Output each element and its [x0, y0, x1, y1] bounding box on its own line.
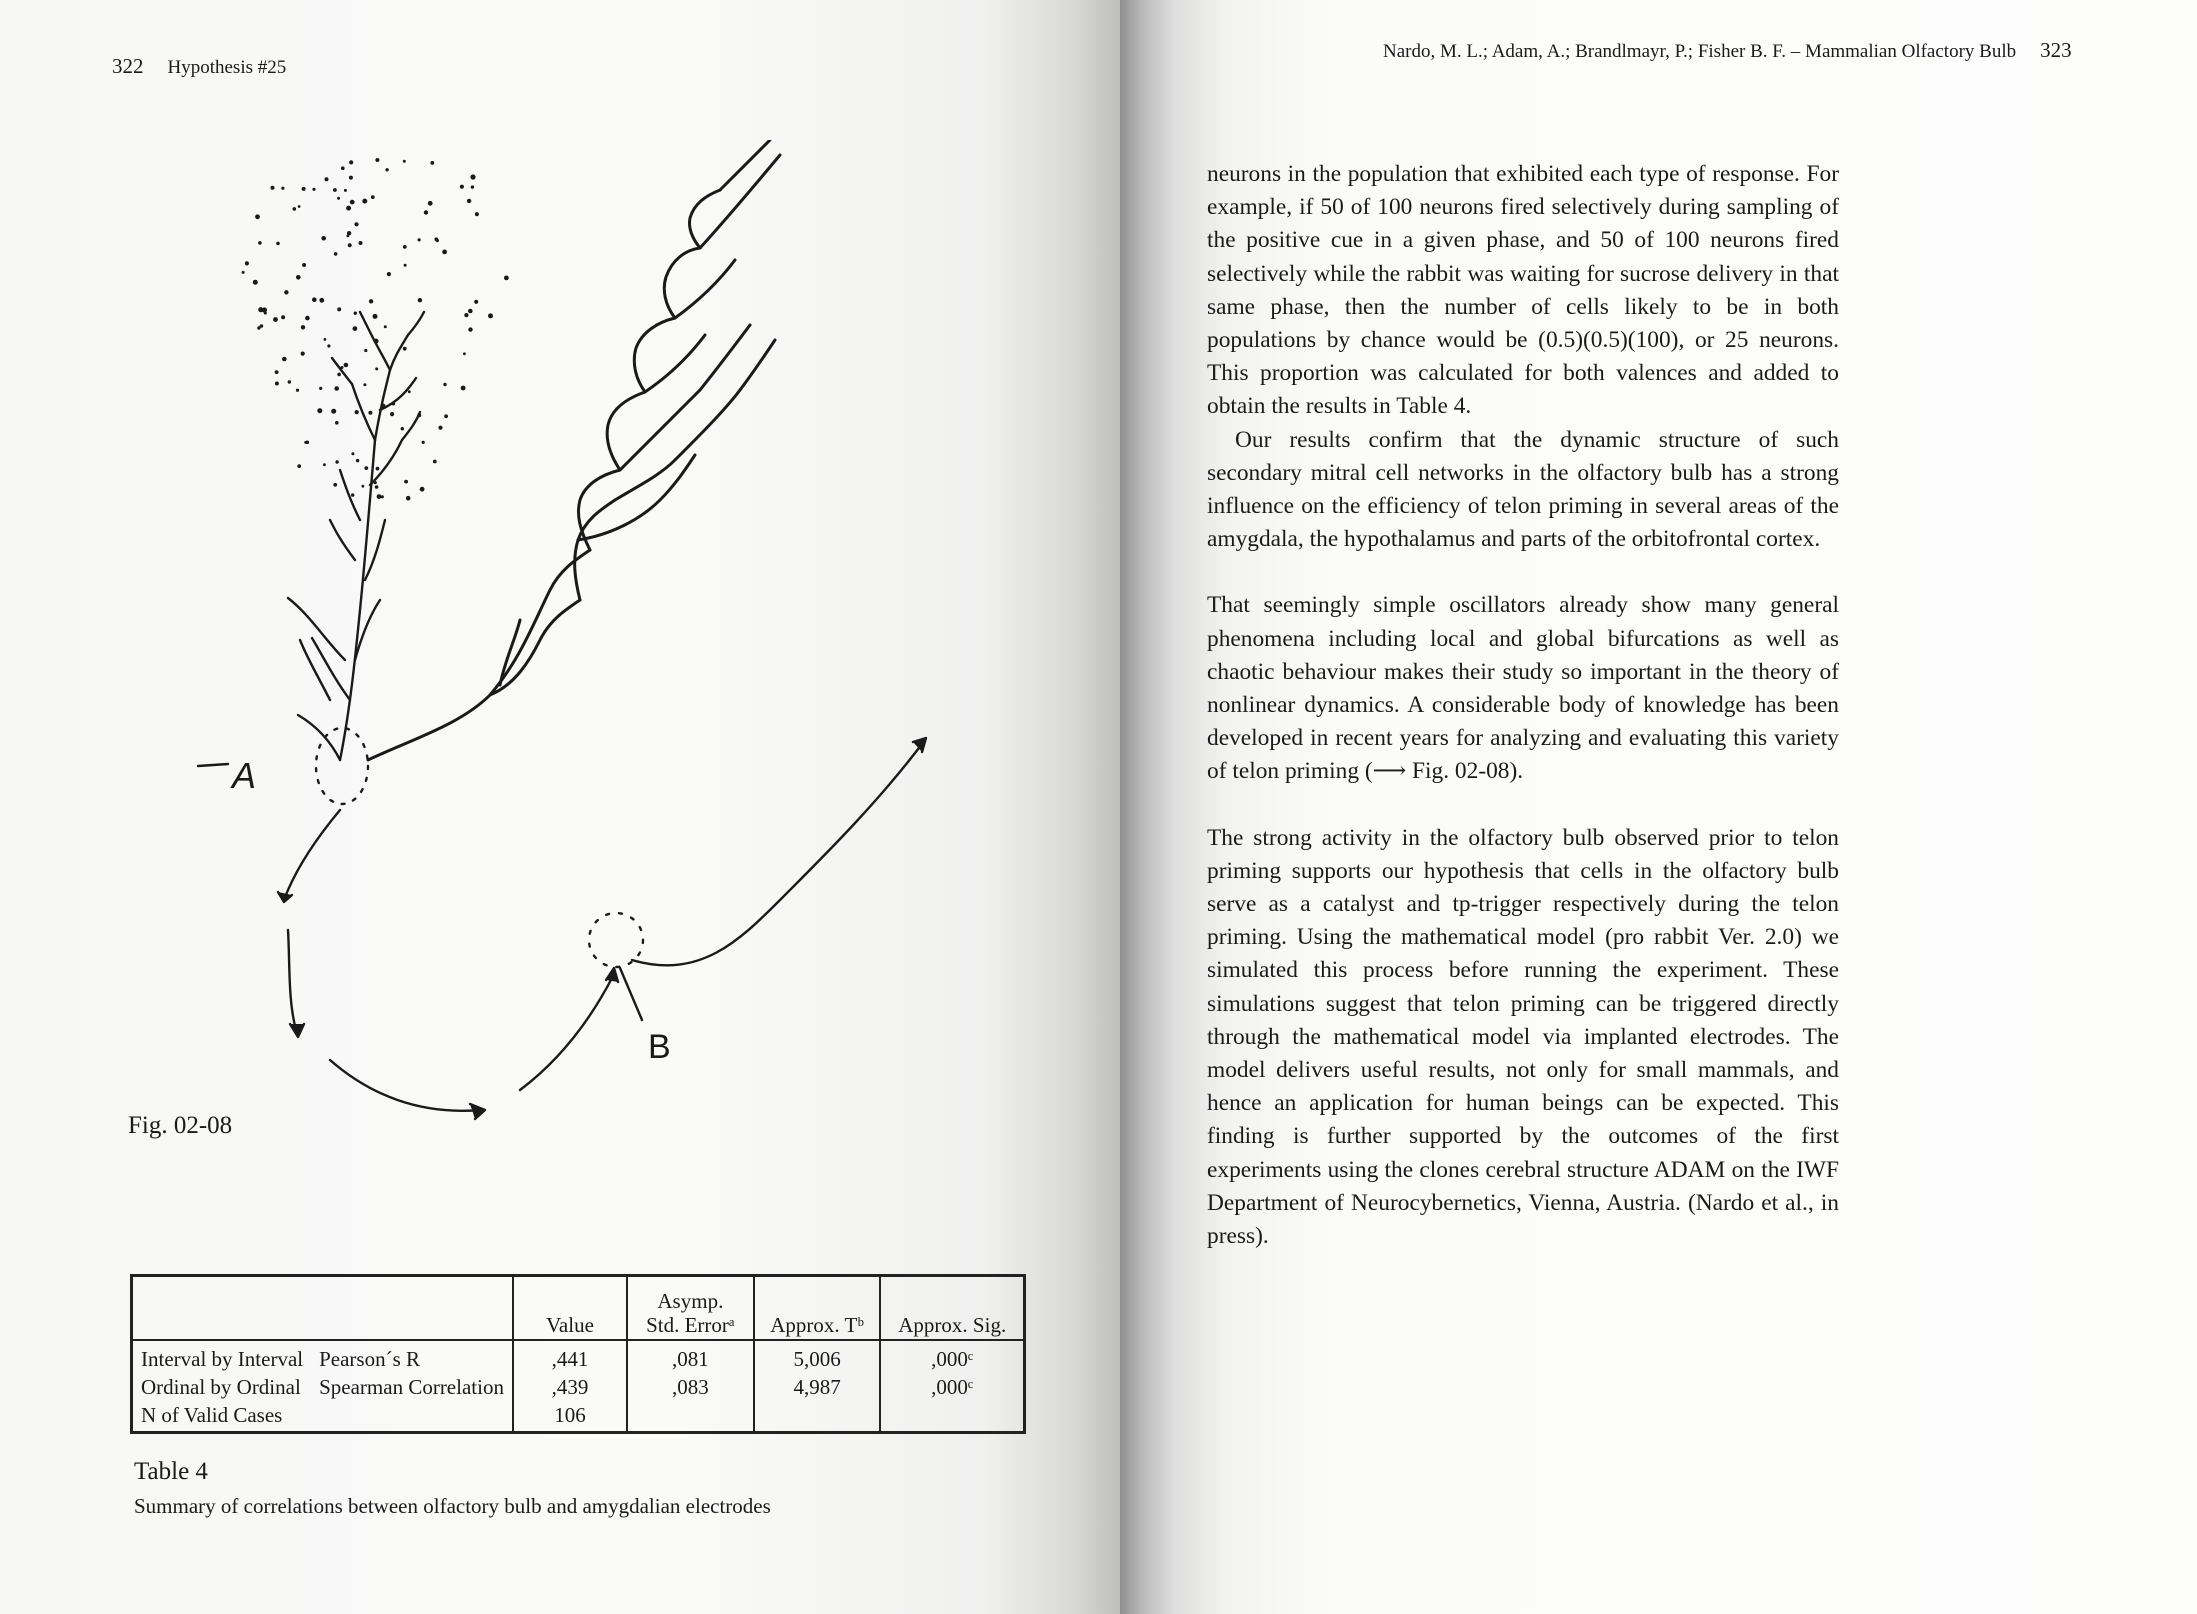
- paragraph: The strong activity in the olfactory bulb observed prior to telon priming supports our hypothesis that cells in the olfactory bulb serve as a catalyst and tp-trigger respectively during the telon priming. Using the mathematical model (pro rabbit Ver. 2.0) we simulated this process before running the experiment. These simulations suggest that telon priming can be triggered directly through the mathematical model via implanted electrodes. The model delivers useful results, not only for small mammals, and hence an application for human beings can be expected. This finding is further supported by the outcomes of the first experiments using the clones cerebral structure ADAM on the IWF Department of Neurocybernetics, Vienna, Austria. (Nardo et al., in press).: [1207, 824, 1839, 1250]
- signal-pathway: [278, 738, 926, 1119]
- dendrite-dot: [461, 386, 466, 391]
- row-value: 106: [513, 1401, 627, 1433]
- dendrite-dot: [433, 460, 437, 464]
- dendrite-dot: [258, 241, 262, 245]
- dendrite-dot: [275, 382, 279, 386]
- dendrite-dot: [302, 187, 306, 191]
- dendrite-dot: [408, 390, 411, 393]
- row-value: ,439: [513, 1373, 627, 1401]
- row-t: 4,987: [754, 1373, 881, 1401]
- left-running-head-title: Hypothesis #25: [167, 57, 287, 78]
- dendrite-dot: [403, 347, 407, 351]
- dendrite-dot: [368, 411, 372, 415]
- row-label: Ordinal by Ordinal: [132, 1373, 312, 1401]
- dendrite-dot: [442, 250, 447, 255]
- dendrite-dot: [282, 357, 287, 362]
- dendrite-dot: [418, 238, 421, 241]
- right-running-head: [1383, 38, 2072, 63]
- dendrite-dot: [464, 313, 468, 317]
- dendrite-dot: [260, 324, 264, 328]
- dendrite-dot: [301, 325, 305, 329]
- right-running-head-title: Nardo, M. L.; Adam, A.; Brandlmayr, P.; Fisher B. F. – Mammalian Olfactory Bulb: [1383, 41, 2017, 62]
- dendrite-dot: [349, 160, 353, 164]
- dendrite-dot: [334, 252, 338, 256]
- dendrite-dot: [293, 207, 297, 211]
- dendrite-dot: [337, 373, 341, 377]
- paragraph: That seemingly simple oscillators already show many general phenomena including local and global bifurcations as well as chaotic behaviour makes their study so important in the theory of nonlinear dynamics. A considerable body of knowledge has been developed in recent years for analyzing and evaluating this variety of telon priming (⟶ Fig. 02-08).: [1207, 592, 1839, 785]
- table-caption-title: Table 4: [134, 1458, 208, 1485]
- dendrite-dot: [381, 495, 384, 498]
- std-error-line2: Std. Errorᵃ: [646, 1313, 735, 1337]
- dendrite-dot: [373, 314, 378, 319]
- dendrite-dot: [354, 222, 358, 226]
- dendrite-dot: [258, 307, 263, 312]
- std-error-line1: Asymp.: [657, 1289, 724, 1313]
- dendrite-dot: [475, 212, 479, 216]
- row-std-error: ,081: [627, 1340, 754, 1373]
- dendrite-dot: [364, 466, 368, 470]
- dendrite-dot: [369, 299, 373, 303]
- dendrite-dot: [255, 214, 260, 219]
- row-t: [754, 1401, 881, 1433]
- dendrite-dot: [471, 185, 474, 188]
- dendrite-dot: [334, 386, 339, 391]
- dendrite-dot: [276, 242, 280, 246]
- paragraph: neurons in the population that exhibited each type of response. For example, if 50 of 100 neurons fired selectively during sampling of the positive cue in a given phase, and 50 of 100 neurons fired selectively while the rabbit was waiting for sucrose delivery in that same phase, then the number of cells likely to be in both populations by chance would be (0.5)(0.5)(100), or 25 neurons. This proportion was calculated for both valences and added to obtain the results in Table 4.: [1207, 161, 1839, 420]
- dendrite-dot: [420, 487, 425, 492]
- dendrite-dot: [335, 421, 339, 425]
- neuron-figure: [180, 140, 1000, 1140]
- dendrite-dot: [245, 261, 249, 265]
- dendrite-dot: [344, 363, 349, 368]
- dendrite-dot: [346, 206, 351, 211]
- row-sig: ,000ᶜ: [880, 1373, 1024, 1401]
- table-row: [132, 1373, 1025, 1401]
- cell-a-marker: [316, 728, 368, 804]
- dendrite-dot: [375, 367, 378, 370]
- dendrite-dot: [384, 325, 387, 328]
- dendrite-dot: [387, 272, 391, 276]
- dendrite-dot: [359, 241, 363, 245]
- dendrite-dot: [488, 313, 493, 318]
- table-row: [132, 1340, 1025, 1373]
- row-sig: [880, 1401, 1024, 1433]
- dendrite-dot: [288, 380, 291, 383]
- dendrite-dot: [242, 271, 245, 274]
- dendrite-dot: [348, 243, 352, 247]
- dendrite-dot: [353, 326, 358, 331]
- table-row: [132, 1401, 1025, 1433]
- dendrite-dot: [341, 166, 345, 170]
- mitral-cell-network: [368, 140, 780, 760]
- dendrite-dot: [430, 161, 434, 165]
- dendrite-dot: [312, 297, 317, 302]
- dendrite-dot: [356, 459, 359, 462]
- row-value: ,441: [513, 1340, 627, 1373]
- row-label: N of Valid Cases: [132, 1401, 312, 1433]
- label-a-pointer: [198, 764, 228, 766]
- paragraph: Our results confirm that the dynamic structure of such secondary mitral cell networks in the olfactory bulb has a strong influence on the efficiency of telon priming in several areas of the amygdala, the hypothalamus and parts of the orbitofrontal cortex.: [1207, 426, 1839, 553]
- left-running-head: [112, 54, 286, 79]
- dendrite-dot: [403, 245, 407, 249]
- dendrite-dot: [346, 235, 349, 238]
- dendrite-dot: [273, 317, 278, 322]
- dendrite-dot: [435, 237, 439, 241]
- row-sig: ,000ᶜ: [880, 1340, 1024, 1373]
- dendrite-dot: [385, 168, 388, 171]
- dendrite-dot: [296, 389, 299, 392]
- dendrite-dot: [306, 441, 310, 445]
- dendrite-dot: [305, 316, 310, 321]
- dendrite-dot: [354, 312, 357, 315]
- dendrite-dot: [331, 409, 336, 414]
- row-measure: [311, 1401, 513, 1433]
- dendrite-dot: [275, 370, 279, 374]
- dendrite-dot: [424, 210, 428, 214]
- dendrite-dot: [438, 426, 442, 430]
- dendrite-dot: [364, 349, 367, 352]
- dendrite-dot: [375, 485, 379, 489]
- figure-caption: Fig. 02-08: [128, 1112, 233, 1139]
- dendrite-dot: [301, 352, 305, 356]
- dendrite-dot: [323, 463, 326, 466]
- dendrite-dot: [377, 494, 382, 499]
- dendrite-dot: [376, 467, 380, 471]
- dendrite-dot: [335, 460, 338, 463]
- dendrite-dot: [319, 298, 324, 303]
- article-body: [1207, 158, 1839, 1253]
- dendrite-dot: [321, 236, 326, 241]
- dendrite-dot: [319, 387, 322, 390]
- dendrite-dot: [284, 290, 288, 294]
- dendrite-dot: [403, 160, 406, 163]
- table-header-row: [132, 1276, 1025, 1341]
- dendrite-dot: [390, 412, 394, 416]
- table-header-t: Approx. Tᵇ: [754, 1276, 881, 1341]
- dendrite-dot: [253, 280, 258, 285]
- dendrite-dot: [404, 264, 407, 267]
- dendrite-dot: [297, 464, 301, 468]
- correlation-table: [130, 1274, 1026, 1434]
- row-measure: Pearson´s R: [311, 1340, 513, 1373]
- dendrite-dot: [371, 195, 375, 199]
- dendrite-dot: [362, 199, 367, 204]
- label-b-pointer: [620, 968, 642, 1020]
- dendrite-dot: [404, 480, 408, 484]
- dendrite-dot: [375, 158, 379, 162]
- row-label: Interval by Interval: [132, 1340, 312, 1373]
- dendrite-dot: [418, 298, 422, 302]
- dendrite-dot: [337, 197, 340, 200]
- dendrite-dot: [406, 496, 411, 501]
- dendrite-dot: [362, 485, 365, 488]
- dendrite-dot: [363, 383, 366, 386]
- dendrite-dot: [317, 408, 322, 413]
- table-header-std-error: [627, 1276, 754, 1341]
- table-header-sig: Approx. Sig.: [880, 1276, 1024, 1341]
- table-caption-text: Summary of correlations between olfactory bulb and amygdalian electrodes: [134, 1494, 771, 1518]
- dendrite-dot: [460, 185, 464, 189]
- dendrite-dot: [422, 441, 425, 444]
- dendrite-dot: [296, 275, 301, 280]
- dendrite-dot: [467, 199, 471, 203]
- dendrite-dot: [351, 452, 354, 455]
- dendrite-dot: [333, 483, 337, 487]
- dendrite-dot: [312, 188, 315, 191]
- dendrite-dot: [351, 493, 354, 496]
- dendrite-dot: [443, 383, 446, 386]
- dendrite-dot: [325, 177, 329, 181]
- dendrite-dot: [463, 352, 466, 355]
- label-a: A: [232, 755, 257, 796]
- dendrite-dot: [428, 201, 433, 206]
- dendritic-tree: [288, 312, 424, 760]
- dendrite-dot: [271, 186, 275, 190]
- dendrite-dot: [324, 338, 327, 341]
- dendrite-dot: [337, 307, 341, 311]
- dendrite-dot: [350, 200, 355, 205]
- right-page-number: 323: [2040, 38, 2072, 62]
- table-header-value: Value: [513, 1276, 627, 1341]
- row-std-error: ,083: [627, 1373, 754, 1401]
- label-b: B: [648, 1028, 671, 1066]
- row-t: 5,006: [754, 1340, 881, 1373]
- row-measure: Spearman Correlation: [311, 1373, 513, 1401]
- left-page-number: 322: [112, 54, 144, 78]
- row-std-error: [627, 1401, 754, 1433]
- dendrite-dot: [327, 344, 330, 347]
- dendrite-dot: [281, 187, 284, 190]
- dendrite-dot: [468, 309, 473, 314]
- dendrite-dot: [504, 276, 509, 281]
- dendrite-dot: [333, 188, 337, 192]
- dendrite-dot: [344, 189, 347, 192]
- dendrite-dot: [401, 427, 404, 430]
- table-header-empty: [132, 1276, 513, 1341]
- dendrite-dot: [470, 174, 475, 179]
- dendrite-dot: [355, 410, 359, 414]
- dendrite-dot: [468, 327, 472, 331]
- dendrite-dot: [474, 300, 478, 304]
- cell-b-marker: [589, 913, 643, 967]
- dendrite-dot: [298, 205, 301, 208]
- dendrite-dot: [349, 176, 353, 180]
- dendrite-dot: [302, 263, 306, 267]
- dendrite-dot: [281, 315, 285, 319]
- dendrite-dot: [444, 414, 448, 418]
